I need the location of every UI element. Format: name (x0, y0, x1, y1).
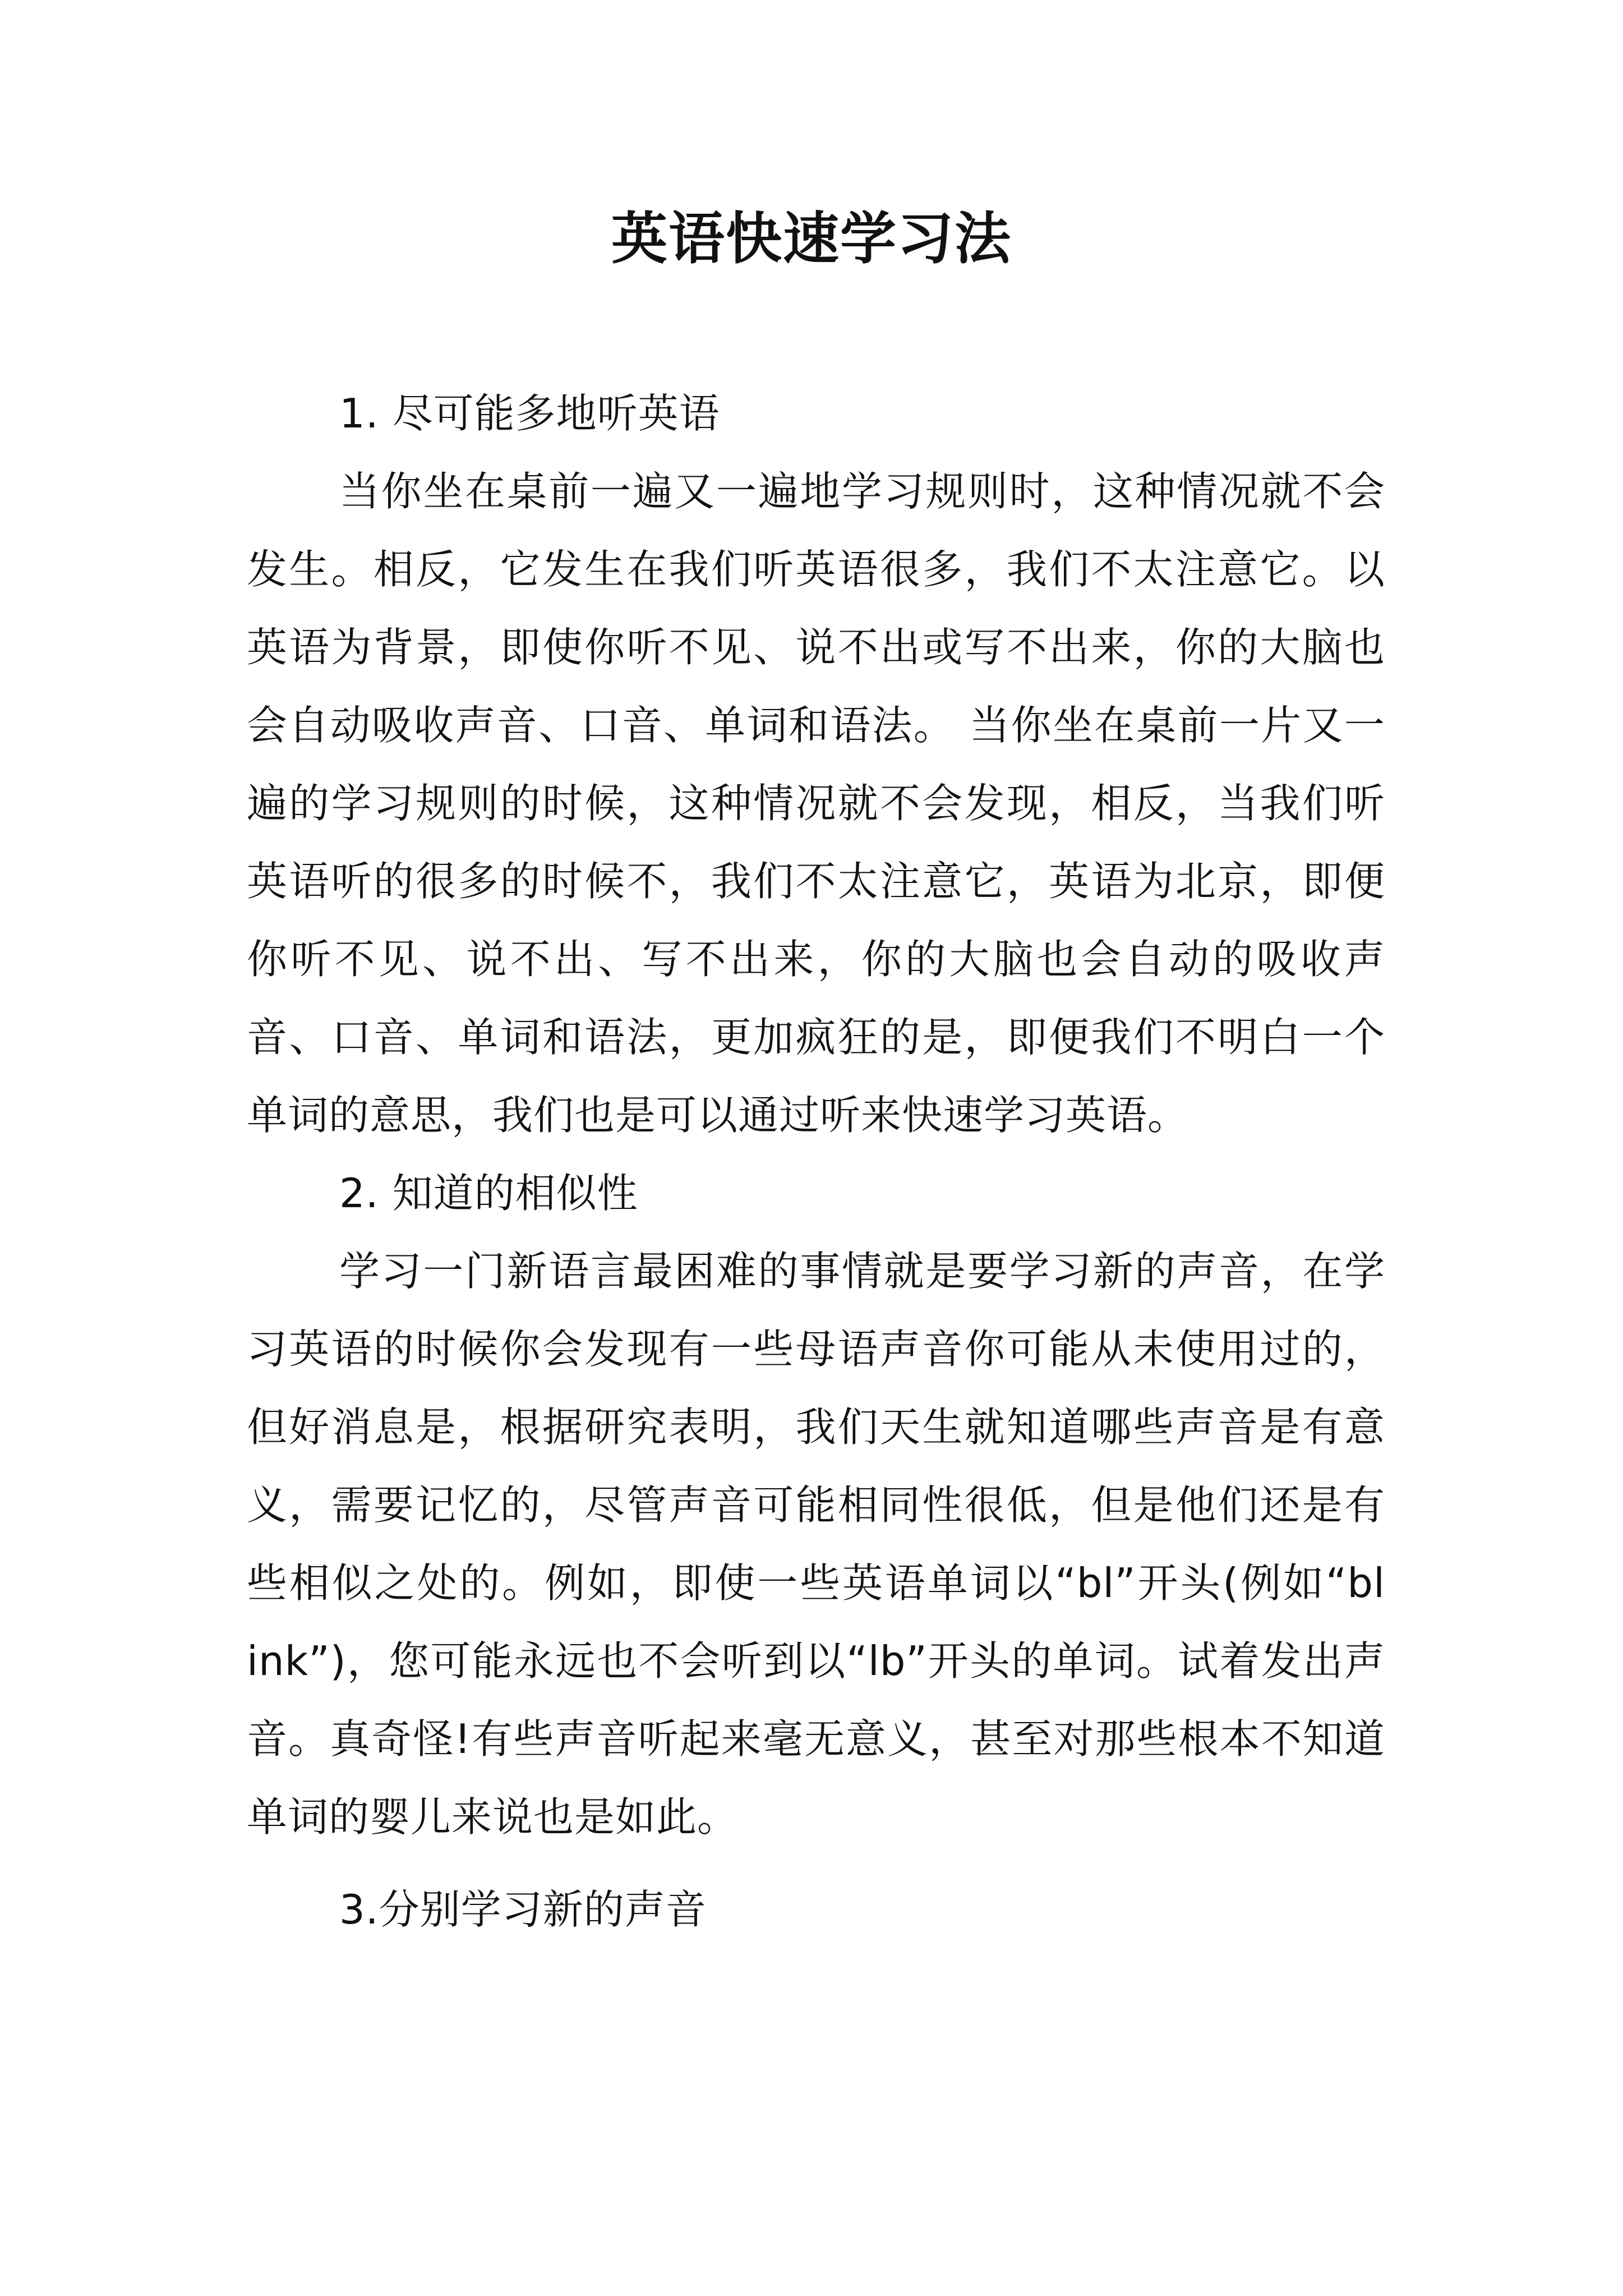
section-2-heading: 2. 知道的相似性 (339, 1170, 638, 1217)
document-body (247, 375, 1385, 1949)
section-1-heading: 1. 尽可能多地听英语 (339, 390, 720, 437)
document-title: 英语快速学习法 (611, 205, 1012, 272)
section-1-paragraph: 当你坐在桌前一遍又一遍地学习规则时，这种情况就不会发生。相反，它发生在我们听英语很多，我们不太注意它。以英语为背景，即使你听不见、说不出或写不出来，你的大脑也会自动吸收声音、口音、单词和语法。 当你坐在桌前一片又一遍的学习规则的时候，这种情况就不会发现，相反，当我们听英语听的很多的时候不，我们不太注意它，英语为北京，即便你听不见、说不出、写不出来，你的大脑也会自动的吸收声音、口音、单词和语法，更加疯狂的是，即便我们不明白一个单词的意思，我们也是可以通过听来快速学习英语。 (247, 468, 1385, 1139)
section-2-paragraph: 学习一门新语言最困难的事情就是要学习新的声音，在学习英语的时候你会发现有一些母语声音你可能从未使用过的，但好消息是，根据研究表明，我们天生就知道哪些声音是有意义，需要记忆的，尽管声音可能相同性很低，但是他们还是有些相似之处的。例如，即使一些英语单词以“bl”开头(例如“bl ink”)，您可能永远也不会听到以“lb”开头的单词。试着发出声音。真奇怪!有些声音听起来毫无意义，甚至对那些根本不知道单词的婴儿来说也是如此。 (247, 1248, 1385, 1841)
section-3-heading: 3.分别学习新的声音 (339, 1886, 707, 1933)
